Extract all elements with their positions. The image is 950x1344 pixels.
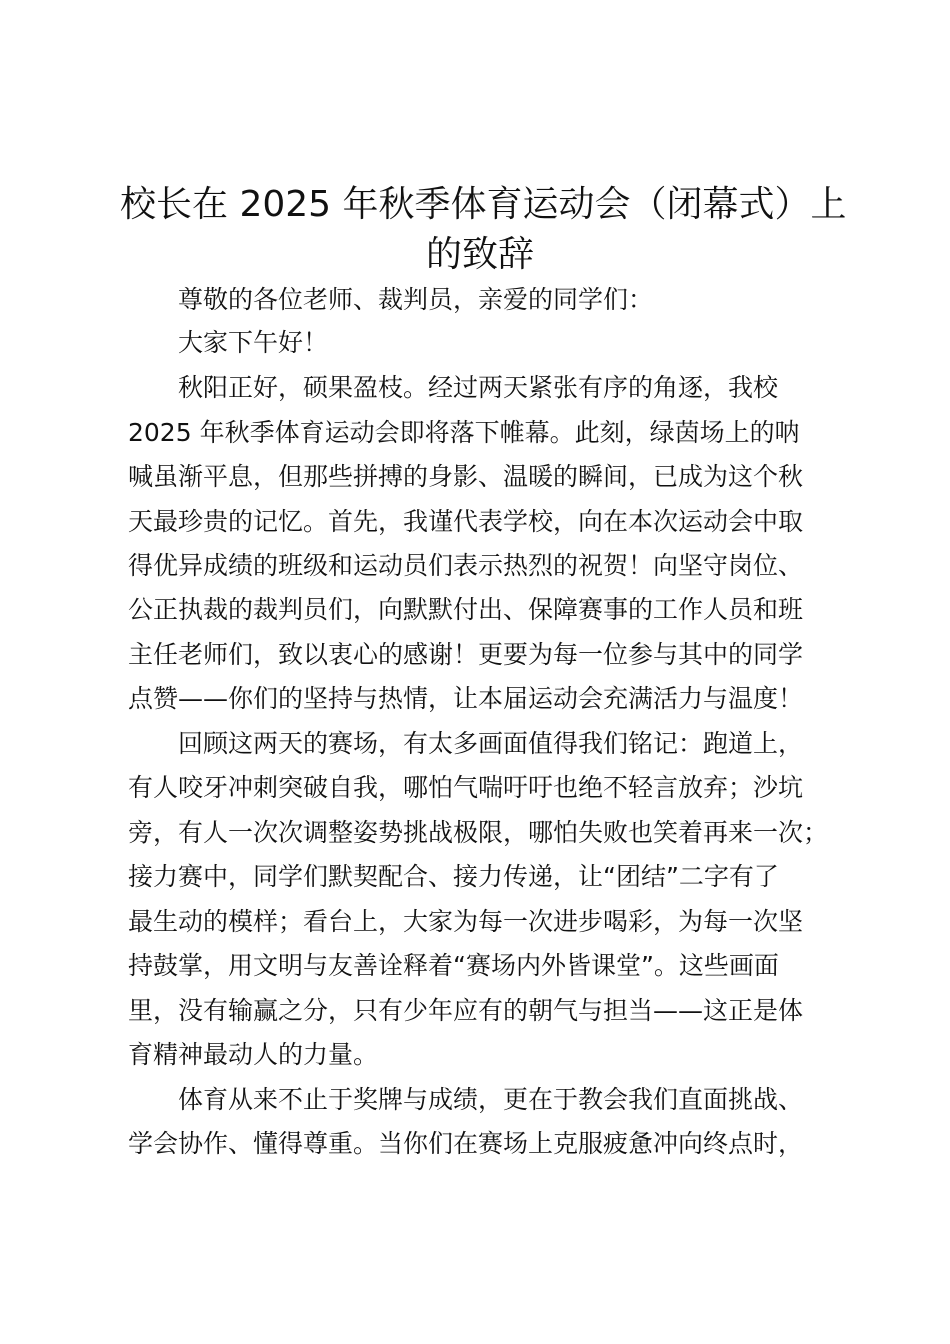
document-title-line-2: 的致辞 xyxy=(425,234,534,275)
paragraph-1-line: 喊虽渐平息，但那些拼搏的身影、温暖的瞬间，已成为这个秋 xyxy=(128,462,804,491)
paragraph-2-line: 有人咬牙冲刺突破自我，哪怕气喘吁吁也绝不轻言放弃；沙坑 xyxy=(128,773,804,802)
paragraph-3-line: 体育从来不止于奖牌与成绩，更在于教会我们直面挑战、 xyxy=(178,1085,804,1114)
paragraph-1-line: 点赞——你们的坚持与热情，让本届运动会充满活力与温度！ xyxy=(128,684,804,713)
paragraph-2-line: 持鼓掌，用文明与友善诠释着“赛场内外皆课堂”。这些画面 xyxy=(128,951,779,980)
paragraph-2-line: 旁，有人一次次调整姿势挑战极限，哪怕失败也笑着再来一次； xyxy=(128,818,829,847)
document-title-line-1: 校长在 2025 年秋季体育运动会（闭幕式）上 xyxy=(120,184,847,225)
paragraph-2-line: 里，没有输赢之分，只有少年应有的朝气与担当——这正是体 xyxy=(128,996,804,1025)
paragraph-3-line: 学会协作、懂得尊重。当你们在赛场上克服疲惫冲向终点时， xyxy=(128,1129,804,1158)
salutation: 尊敬的各位老师、裁判员，亲爱的同学们： xyxy=(178,285,654,314)
paragraph-1-line: 得优异成绩的班级和运动员们表示热烈的祝贺！向坚守岗位、 xyxy=(128,551,804,580)
paragraph-2-line: 最生动的模样；看台上，大家为每一次进步喝彩，为每一次坚 xyxy=(128,907,804,936)
paragraph-2-line: 育精神最动人的力量。 xyxy=(128,1040,379,1069)
paragraph-1-line: 天最珍贵的记忆。首先，我谨代表学校，向在本次运动会中取 xyxy=(128,507,804,536)
greeting: 大家下午好！ xyxy=(178,328,329,357)
paragraph-1-line: 秋阳正好，硕果盈枝。经过两天紧张有序的角逐，我校 xyxy=(178,373,779,402)
paragraph-2-line: 回顾这两天的赛场，有太多画面值得我们铭记：跑道上， xyxy=(178,729,804,758)
paragraph-1-line: 2025 年秋季体育运动会即将落下帷幕。此刻，绿茵场上的呐 xyxy=(128,418,800,447)
paragraph-1-line: 公正执裁的裁判员们，向默默付出、保障赛事的工作人员和班 xyxy=(128,595,804,624)
paragraph-1-line: 主任老师们，致以衷心的感谢！更要为每一位参与其中的同学 xyxy=(128,640,804,669)
paragraph-2-line: 接力赛中，同学们默契配合、接力传递，让“团结”二字有了 xyxy=(128,862,779,891)
